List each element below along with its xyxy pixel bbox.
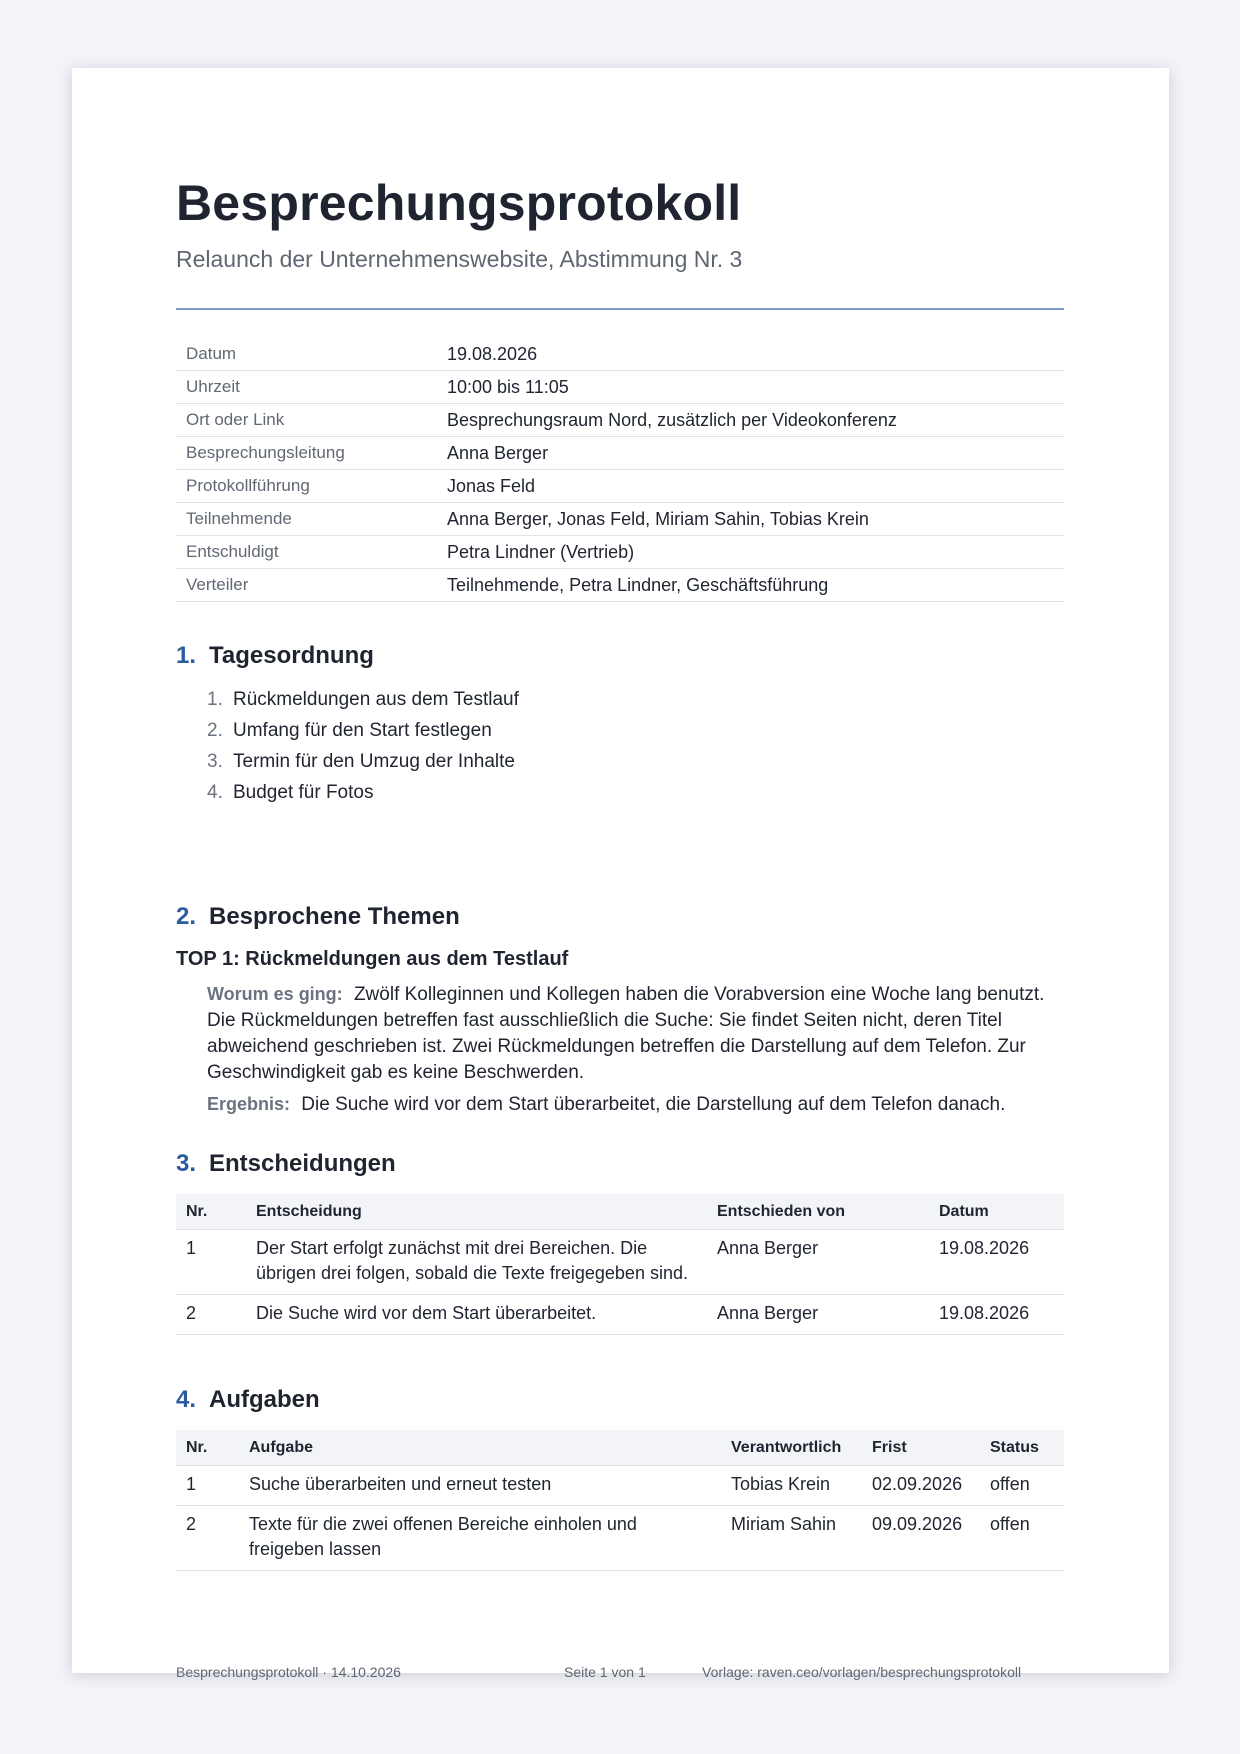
footer-left: Besprechungsprotokoll · 14.10.2026 [176,1664,401,1680]
table-header-row [176,1430,1064,1466]
section-heading-agenda [176,642,374,670]
cell-by: Anna Berger [707,1230,929,1295]
list-item-text: Rückmeldungen aus dem Testlauf [233,689,519,710]
meta-label: Protokollführung [176,470,437,503]
meta-value: Besprechungsraum Nord, zusätzlich per Videokonferenz [437,404,1064,437]
col-header-due: Frist [862,1430,980,1466]
col-header-status: Status [980,1430,1064,1466]
meta-row [176,338,1064,371]
cell-date: 19.08.2026 [929,1230,1064,1295]
list-item-text: Budget für Fotos [233,782,374,803]
page-title: Besprechungsprotokoll [176,175,742,231]
meta-value: 19.08.2026 [437,338,1064,371]
document-page [72,68,1169,1680]
list-item-number: 4. [207,782,223,803]
section-title: Besprochene Themen [209,903,460,930]
agenda-list [176,684,519,808]
col-header-date: Datum [929,1194,1064,1230]
cell-status: offen [980,1466,1064,1506]
cell-nr: 1 [176,1466,239,1506]
list-item [176,746,519,777]
topic-result [207,1091,1064,1118]
cell-by: Anna Berger [707,1295,929,1335]
meta-label: Datum [176,338,437,371]
cell-task: Suche überarbeiten und erneut testen [239,1466,721,1506]
section-number: 3. [176,1150,197,1177]
meta-label: Uhrzeit [176,371,437,404]
meta-label: Verteiler [176,569,437,602]
header-divider [176,308,1064,310]
section-title: Entscheidungen [209,1150,396,1177]
decisions-table [176,1194,1064,1335]
meta-value: Anna Berger [437,437,1064,470]
meta-row [176,503,1064,536]
list-item [176,684,519,715]
footer-template-link[interactable]: Vorlage: raven.ceo/vorlagen/besprechungsprotokoll [702,1664,1022,1680]
meta-row [176,404,1064,437]
list-item-text: Termin für den Umzug der Inhalte [233,751,515,772]
topic-result-text: Die Suche wird vor dem Start überarbeitet, die Darstellung auf dem Telefon danach. [301,1094,1006,1115]
meta-value: Anna Berger, Jonas Feld, Miriam Sahin, Tobias Krein [437,503,1064,536]
meta-label: Entschuldigt [176,536,437,569]
cell-nr: 2 [176,1295,246,1335]
col-header-by: Entschieden von [707,1194,929,1230]
section-heading-topics [176,903,460,931]
section-heading-tasks [176,1386,320,1414]
topic-result-label: Ergebnis: [207,1094,291,1114]
section-heading-decisions [176,1150,396,1178]
cell-due: 09.09.2026 [862,1506,980,1571]
cell-nr: 2 [176,1506,239,1571]
col-header-nr: Nr. [176,1430,239,1466]
meta-row [176,536,1064,569]
topic-about-text: Zwölf Kolleginnen und Kollegen haben die Vorabversion eine Woche lang benutzt. Die Rückmeldungen betreffen fast ausschließlich die Suche: Sie findet Seiten nicht, deren Titel abweichend geschrieben ist. Zwei Rückmeldungen betreffen die Darstellung auf dem Telefon. Zur Geschwindigkeit gab es keine Beschwerden. [207,984,1045,1083]
cell-task: Texte für die zwei offenen Bereiche einholen und freigeben lassen [239,1506,721,1571]
col-header-decision: Entscheidung [246,1194,707,1230]
meta-row [176,470,1064,503]
table-row [176,1295,1064,1335]
list-item-number: 3. [207,751,223,772]
table-row [176,1506,1064,1571]
section-number: 4. [176,1386,197,1413]
meta-value: Petra Lindner (Vertrieb) [437,536,1064,569]
list-item-number: 2. [207,720,223,741]
list-item-text: Umfang für den Start festlegen [233,720,492,741]
page-subtitle: Relaunch der Unternehmenswebsite, Abstimmung Nr. 3 [176,246,743,272]
table-row [176,1230,1064,1295]
meta-label: Besprechungsleitung [176,437,437,470]
meta-row [176,371,1064,404]
section-number: 1. [176,642,197,669]
tasks-table [176,1430,1064,1571]
cell-due: 02.09.2026 [862,1466,980,1506]
section-title: Aufgaben [209,1386,320,1413]
meta-row [176,437,1064,470]
meta-row [176,569,1064,602]
section-title: Tagesordnung [209,642,374,669]
cell-date: 19.08.2026 [929,1295,1064,1335]
cell-status: offen [980,1506,1064,1571]
table-row [176,1466,1064,1506]
cell-decision: Die Suche wird vor dem Start überarbeitet. [246,1295,707,1335]
col-header-task: Aufgabe [239,1430,721,1466]
meta-value: Teilnehmende, Petra Lindner, Geschäftsführung [437,569,1064,602]
list-item [176,715,519,746]
topic-about-label: Worum es ging: [207,984,343,1004]
meta-label: Teilnehmende [176,503,437,536]
cell-owner: Miriam Sahin [721,1506,862,1571]
list-item-number: 1. [207,689,223,710]
col-header-owner: Verantwortlich [721,1430,862,1466]
meta-value: 10:00 bis 11:05 [437,371,1064,404]
meta-table [176,338,1064,602]
table-header-row [176,1194,1064,1230]
cell-nr: 1 [176,1230,246,1295]
topic-title: TOP 1: Rückmeldungen aus dem Testlauf [176,948,569,970]
cell-owner: Tobias Krein [721,1466,862,1506]
topic-about [207,981,1064,1086]
meta-label: Ort oder Link [176,404,437,437]
col-header-nr: Nr. [176,1194,246,1230]
footer-page-number: Seite 1 von 1 [564,1664,646,1680]
meta-value: Jonas Feld [437,470,1064,503]
list-item [176,777,519,808]
cell-decision: Der Start erfolgt zunächst mit drei Bereichen. Die übrigen drei folgen, sobald die Texte freigegeben sind. [246,1230,707,1295]
section-number: 2. [176,903,197,930]
